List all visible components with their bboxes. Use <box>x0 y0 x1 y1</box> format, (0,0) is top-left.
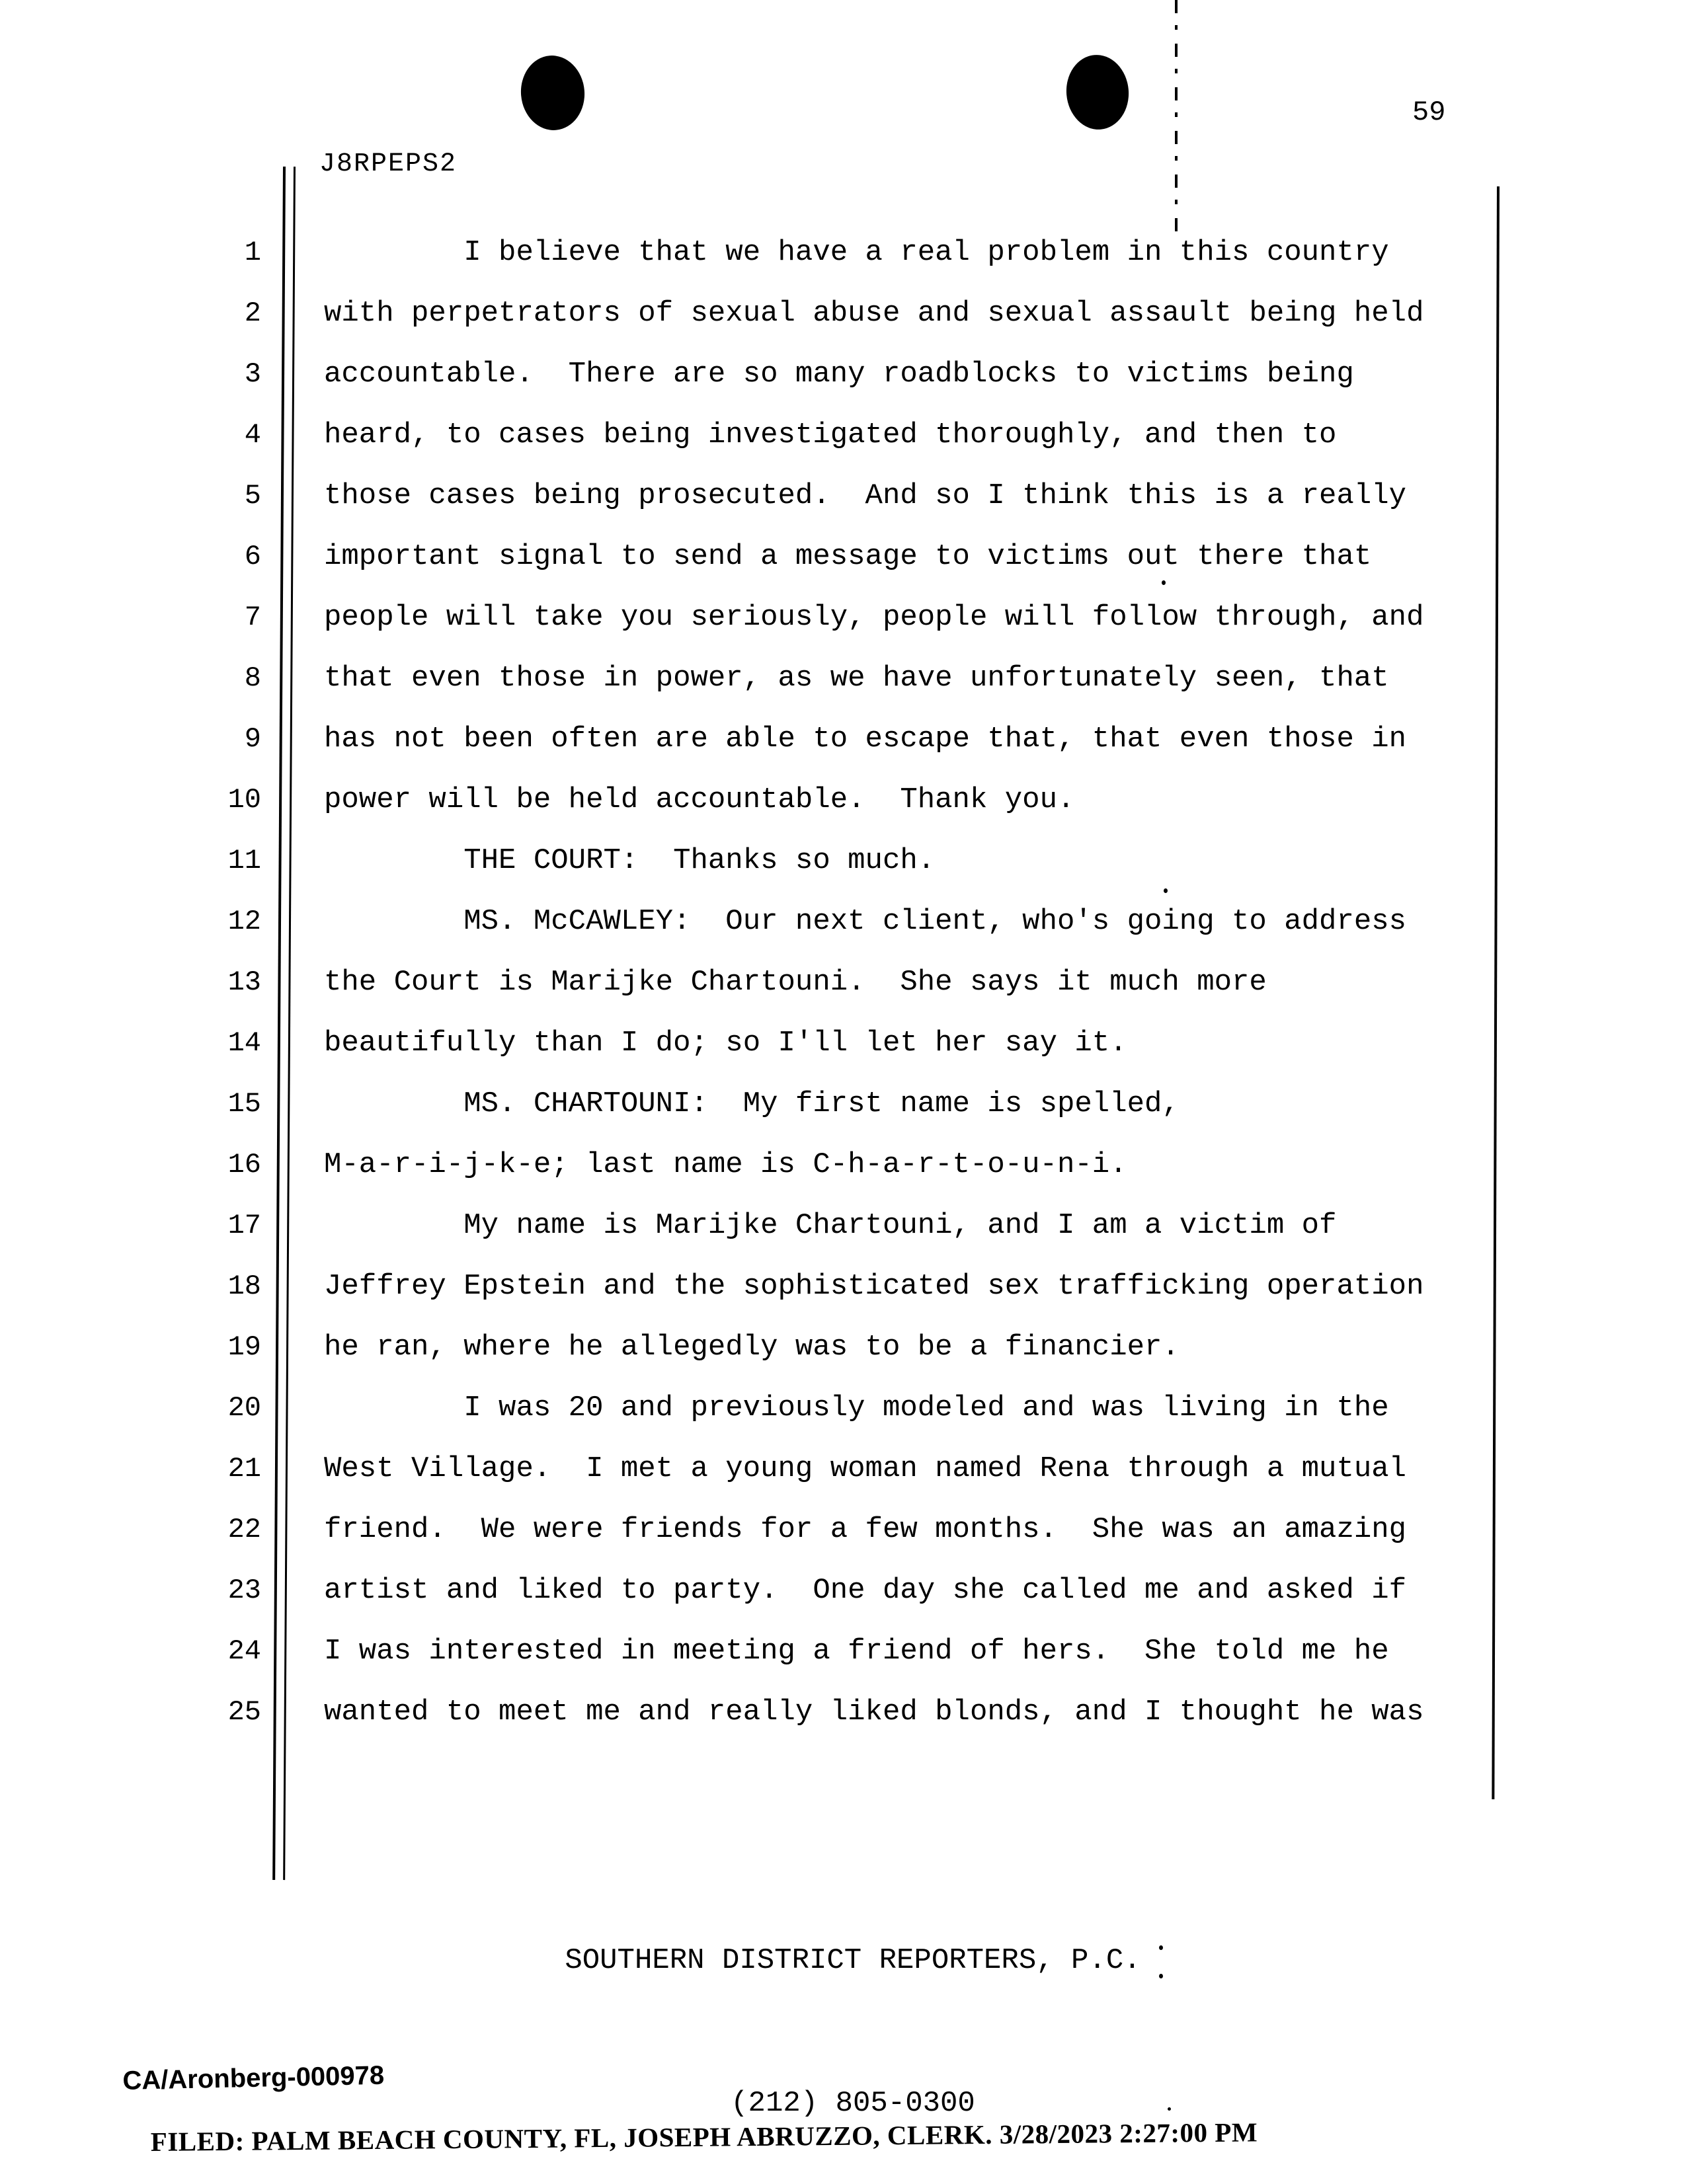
line-number: 24 <box>227 1635 261 1667</box>
transcript-line <box>0 405 1682 465</box>
hole-punch-mark-right-icon <box>1063 52 1131 132</box>
transcript-line <box>0 1013 1682 1073</box>
transcript-line <box>0 1256 1682 1317</box>
line-number: 6 <box>244 541 261 572</box>
line-text: wanted to meet me and really liked blonds, and I thought he was <box>324 1696 1424 1729</box>
line-text: artist and liked to party. One day she called me and asked if <box>324 1574 1407 1607</box>
line-text: has not been often are able to escape that, that even those in <box>324 722 1407 756</box>
transcript-line <box>0 1134 1682 1195</box>
line-number: 21 <box>227 1453 261 1485</box>
line-number: 11 <box>227 845 261 877</box>
line-text: MS. CHARTOUNI: My first name is spelled, <box>324 1087 1180 1120</box>
page-number: 59 <box>1412 97 1446 128</box>
transcript-line <box>0 1560 1682 1621</box>
transcript-line <box>0 1682 1682 1742</box>
transcript-line <box>0 1378 1682 1438</box>
line-text: heard, to cases being investigated thoroughly, and then to <box>324 418 1337 451</box>
line-number: 1 <box>244 237 261 268</box>
line-text: he ran, where he allegedly was to be a financier. <box>324 1331 1180 1364</box>
line-number: 14 <box>227 1027 261 1059</box>
transcript-line <box>0 1621 1682 1682</box>
line-text: those cases being prosecuted. And so I think this is a really <box>324 479 1407 512</box>
transcript-line <box>0 526 1682 587</box>
reporter-phone: (212) 805-0300 <box>731 2087 975 2120</box>
line-number: 12 <box>227 906 261 937</box>
transcript-line <box>0 1499 1682 1560</box>
line-number: 17 <box>227 1210 261 1241</box>
transcript-line <box>0 952 1682 1013</box>
line-text: I was interested in meeting a friend of hers. She told me he <box>324 1635 1389 1668</box>
line-text: Jeffrey Epstein and the sophisticated sex trafficking operation <box>324 1270 1424 1303</box>
transcript-line <box>0 1073 1682 1134</box>
document-id: J8RPEPS2 <box>319 149 458 179</box>
line-text: MS. McCAWLEY: Our next client, who's going to address <box>324 905 1407 938</box>
transcript-line <box>0 1195 1682 1256</box>
line-text: My name is Marijke Chartouni, and I am a victim of <box>324 1209 1337 1242</box>
line-number: 16 <box>227 1149 261 1181</box>
line-text: accountable. There are so many roadblocks to victims being <box>324 358 1354 391</box>
transcript-line <box>0 709 1682 769</box>
transcript-line <box>0 587 1682 648</box>
line-text: power will be held accountable. Thank you. <box>324 783 1075 816</box>
line-text: the Court is Marijke Chartouni. She says it much more <box>324 966 1267 999</box>
line-number: 19 <box>227 1331 261 1363</box>
bates-number: CA/Aronberg-000978 <box>122 2060 385 2096</box>
transcript-line <box>0 830 1682 891</box>
line-text: friend. We were friends for a few months. She was an amazing <box>324 1513 1407 1546</box>
line-text: people will take you seriously, people will follow through, and <box>324 601 1424 634</box>
transcript-line <box>0 648 1682 709</box>
line-number: 9 <box>244 723 261 755</box>
filed-stamp: FILED: PALM BEACH COUNTY, FL, JOSEPH ABRUZZO, CLERK. 3/28/2023 2:27:00 PM <box>150 2117 1258 2157</box>
transcript-line <box>0 891 1682 952</box>
reporter-organization: SOUTHERN DISTRICT REPORTERS, P.C. <box>565 1944 1141 1977</box>
line-number: 20 <box>227 1392 261 1424</box>
line-number: 3 <box>244 358 261 390</box>
line-text: important signal to send a message to victims out there that <box>324 540 1372 573</box>
fold-dashed-line <box>1175 0 1178 233</box>
line-number: 22 <box>227 1514 261 1545</box>
transcript-line <box>0 1438 1682 1499</box>
line-text: West Village. I met a young woman named Rena through a mutual <box>324 1452 1407 1485</box>
line-number: 18 <box>227 1270 261 1302</box>
transcript-line <box>0 222 1682 283</box>
transcript-line <box>0 1317 1682 1378</box>
line-text: beautifully than I do; so I'll let her say it. <box>324 1027 1127 1060</box>
line-text: THE COURT: Thanks so much. <box>324 844 936 877</box>
line-number: 10 <box>227 784 261 816</box>
transcript-line <box>0 465 1682 526</box>
transcript-line <box>0 283 1682 344</box>
line-text: with perpetrators of sexual abuse and sexual assault being held <box>324 297 1424 330</box>
line-text: that even those in power, as we have unfortunately seen, that <box>324 662 1389 695</box>
transcript-line <box>0 769 1682 830</box>
line-number: 23 <box>227 1575 261 1606</box>
line-number: 8 <box>244 662 261 694</box>
line-number: 7 <box>244 602 261 633</box>
line-number: 13 <box>227 966 261 998</box>
line-number: 5 <box>244 480 261 512</box>
hole-punch-mark-left-icon <box>518 53 587 133</box>
line-text: I was 20 and previously modeled and was living in the <box>324 1391 1389 1424</box>
line-text: M-a-r-i-j-k-e; last name is C-h-a-r-t-o-u-n-i. <box>324 1148 1127 1181</box>
line-number: 15 <box>227 1088 261 1120</box>
line-number: 4 <box>244 419 261 451</box>
line-number: 2 <box>244 297 261 329</box>
transcript-line <box>0 344 1682 405</box>
transcript-body <box>0 222 1682 1742</box>
line-number: 25 <box>227 1696 261 1728</box>
line-text: I believe that we have a real problem in this country <box>324 236 1389 269</box>
